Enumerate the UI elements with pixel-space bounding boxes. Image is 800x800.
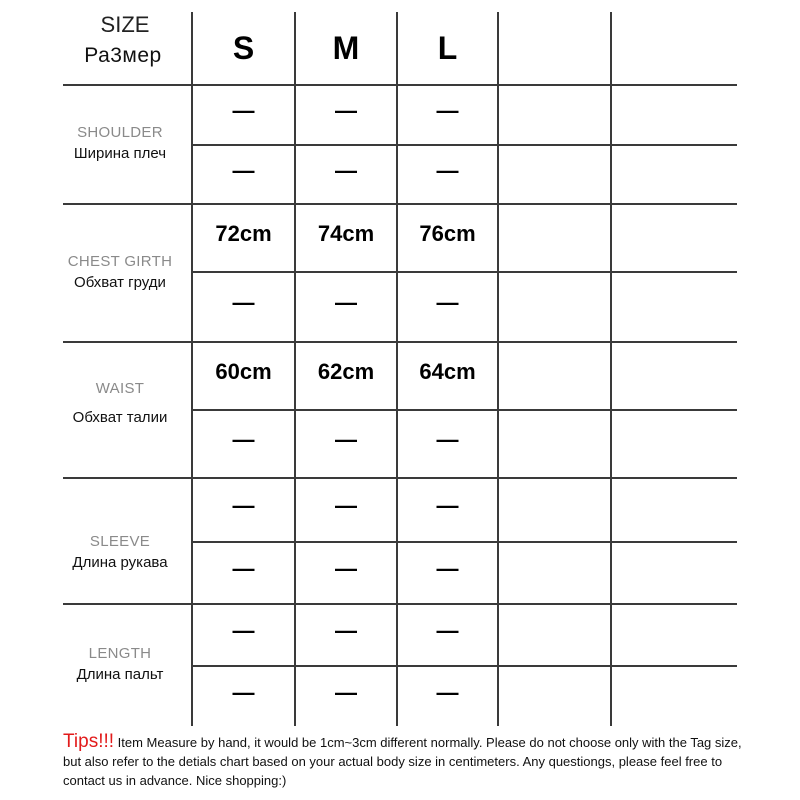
value-cell: —: [436, 98, 459, 123]
size-label-ru: Ра3мер: [84, 44, 162, 67]
value-cell: —: [232, 157, 255, 183]
value-cell: —: [335, 98, 357, 123]
value-cell: 62cm: [317, 359, 375, 384]
value-cell: [499, 407, 610, 473]
row-label-length: [30, 645, 210, 683]
value-cell: [612, 663, 737, 722]
value-cell: [612, 339, 737, 405]
value-cell: [612, 475, 737, 537]
value-cell: [612, 82, 737, 140]
value-cell: —: [232, 290, 255, 315]
value-cell: —: [335, 618, 357, 643]
value-cell: —: [436, 157, 459, 183]
value-cell: [499, 663, 610, 722]
value-cell: —: [436, 427, 459, 452]
label-en: WAIST: [95, 380, 145, 397]
value-cell: [499, 82, 610, 140]
value-cell: [499, 601, 610, 661]
value-cell: —: [232, 427, 255, 452]
value-cell: [612, 201, 737, 267]
value-cell: —: [232, 493, 255, 518]
label-ru: Длина рукава: [72, 554, 168, 571]
tips-text: Item Measure by hand, it would be 1cm~3cm different normally. Please do not choose only with the Tag size, but also refer to the detials chart based on your actual body size in centimeters. Any questiongs, please feel free to contact us in advance. Nice shopping:): [63, 735, 742, 788]
value-cell: [499, 339, 610, 405]
value-cell: —: [232, 679, 255, 705]
value-cell: [612, 539, 737, 599]
value-cell: [499, 201, 610, 267]
label-en: SHOULDER: [77, 124, 163, 141]
row-label-shoulder: [30, 124, 210, 162]
value-cell: —: [232, 618, 255, 643]
value-cell: —: [335, 493, 357, 518]
label-en: CHEST GIRTH: [67, 253, 173, 270]
row-label-sleeve: [30, 533, 210, 571]
value-cell: —: [232, 98, 255, 123]
value-cell: —: [335, 679, 357, 705]
row-label-chest-girth: [30, 253, 210, 291]
value-cell: [612, 407, 737, 473]
value-cell: 72cm: [215, 221, 272, 246]
row-label-waist: [30, 380, 210, 426]
value-cell: [499, 142, 610, 199]
size-header-s: S: [232, 29, 255, 66]
value-cell: —: [436, 556, 459, 581]
label-ru: Обхват груди: [74, 274, 166, 291]
value-cell: —: [436, 618, 459, 643]
value-cell: —: [335, 427, 357, 452]
value-cell: —: [232, 556, 255, 581]
value-cell: [612, 269, 737, 337]
value-cell: —: [436, 493, 459, 518]
label-ru: Обхват талии: [72, 409, 168, 426]
value-cell: 76cm: [419, 221, 476, 246]
size-label-en: SIZE: [100, 12, 150, 37]
size-header-4: [499, 12, 610, 84]
tips-note: [63, 732, 743, 790]
size-header-m: M: [332, 29, 360, 66]
size-header-l: L: [437, 29, 458, 66]
value-cell: —: [335, 290, 357, 315]
value-cell: —: [436, 290, 459, 315]
tips-heading: Tips!!!: [63, 731, 115, 752]
value-cell: —: [335, 157, 357, 183]
label-ru: Ширина плеч: [73, 145, 167, 162]
value-cell: 60cm: [215, 359, 272, 384]
value-cell: 64cm: [419, 359, 476, 384]
label-ru: Длина пальт: [76, 666, 164, 683]
value-cell: 74cm: [317, 221, 375, 246]
label-en: SLEEVE: [89, 533, 151, 550]
label-en: LENGTH: [88, 645, 152, 662]
value-cell: [499, 539, 610, 599]
value-cell: [612, 142, 737, 199]
value-cell: [499, 475, 610, 537]
value-cell: [499, 269, 610, 337]
value-cell: —: [335, 556, 357, 581]
size-header-5: [612, 12, 737, 84]
value-cell: —: [436, 679, 459, 705]
value-cell: [612, 601, 737, 661]
